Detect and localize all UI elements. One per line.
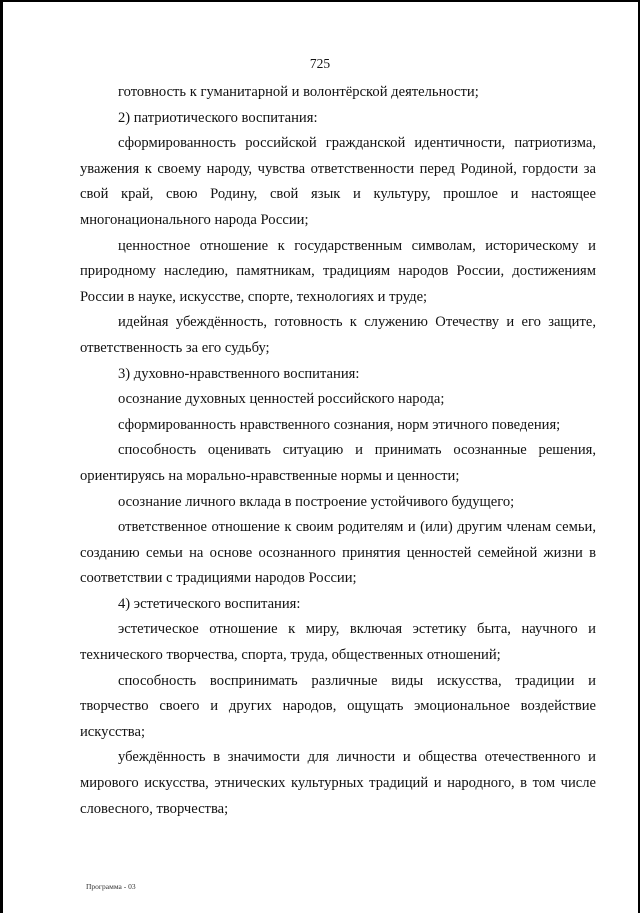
- paragraph: осознание личного вклада в построение устойчивого будущего;: [118, 493, 515, 510]
- paragraph: осознание духовных ценностей российского народа;: [118, 391, 445, 408]
- paragraph: ценностное отношение к государственным символам, историческому и природному наследию, памятникам, традициям народов России, достижениям России в науке, искусстве, спорте, технологиях и труде;: [80, 237, 596, 305]
- paragraph: способность оценивать ситуацию и принимать осознанные решения, ориентируясь на морально-нравственные нормы и ценности;: [80, 442, 596, 484]
- paragraph: сформированность нравственного сознания, норм этичного поведения;: [118, 416, 561, 433]
- footer-program-code: Программа - 03: [86, 882, 136, 891]
- paragraph: убеждённость в значимости для личности и общества отечественного и мирового искусства, этнических культурных традиций и народного, в том числе словесного, творчества;: [80, 749, 596, 817]
- section-heading-patriotic: 2) патриотического воспитания:: [118, 109, 318, 126]
- page-number: 725: [309, 56, 331, 71]
- section-heading-aesthetic: 4) эстетического воспитания:: [118, 595, 301, 612]
- paragraph: сформированность российской гражданской идентичности, патриотизма, уважения к своему народу, чувства ответственности перед Родиной, гордости за свой край, свою Родину, свой язык и культуру, прошлое и настоящее многонационального народа России;: [80, 135, 596, 228]
- scan-border-left: [0, 0, 3, 913]
- paragraph: готовность к гуманитарной и волонтёрской деятельности;: [118, 84, 479, 100]
- document-body: [80, 80, 596, 822]
- scan-border-top: [0, 0, 640, 2]
- paragraph: ответственное отношение к своим родителям и (или) другим членам семьи, созданию семьи на основе осознанного принятия ценностей семейной жизни в соответствии с традициями народов России;: [80, 519, 596, 587]
- paragraph: идейная убеждённость, готовность к служению Отечеству и его защите, ответственность за его судьбу;: [80, 314, 596, 356]
- paragraph: эстетическое отношение к миру, включая эстетику быта, научного и технического творчества, спорта, труда, общественных отношений;: [80, 621, 596, 664]
- paragraph: способность воспринимать различные виды искусства, традиции и творчество своего и других народов, ощущать эмоциональное воздействие искусства;: [80, 672, 596, 740]
- section-heading-spiritual: 3) духовно-нравственного воспитания:: [118, 365, 360, 382]
